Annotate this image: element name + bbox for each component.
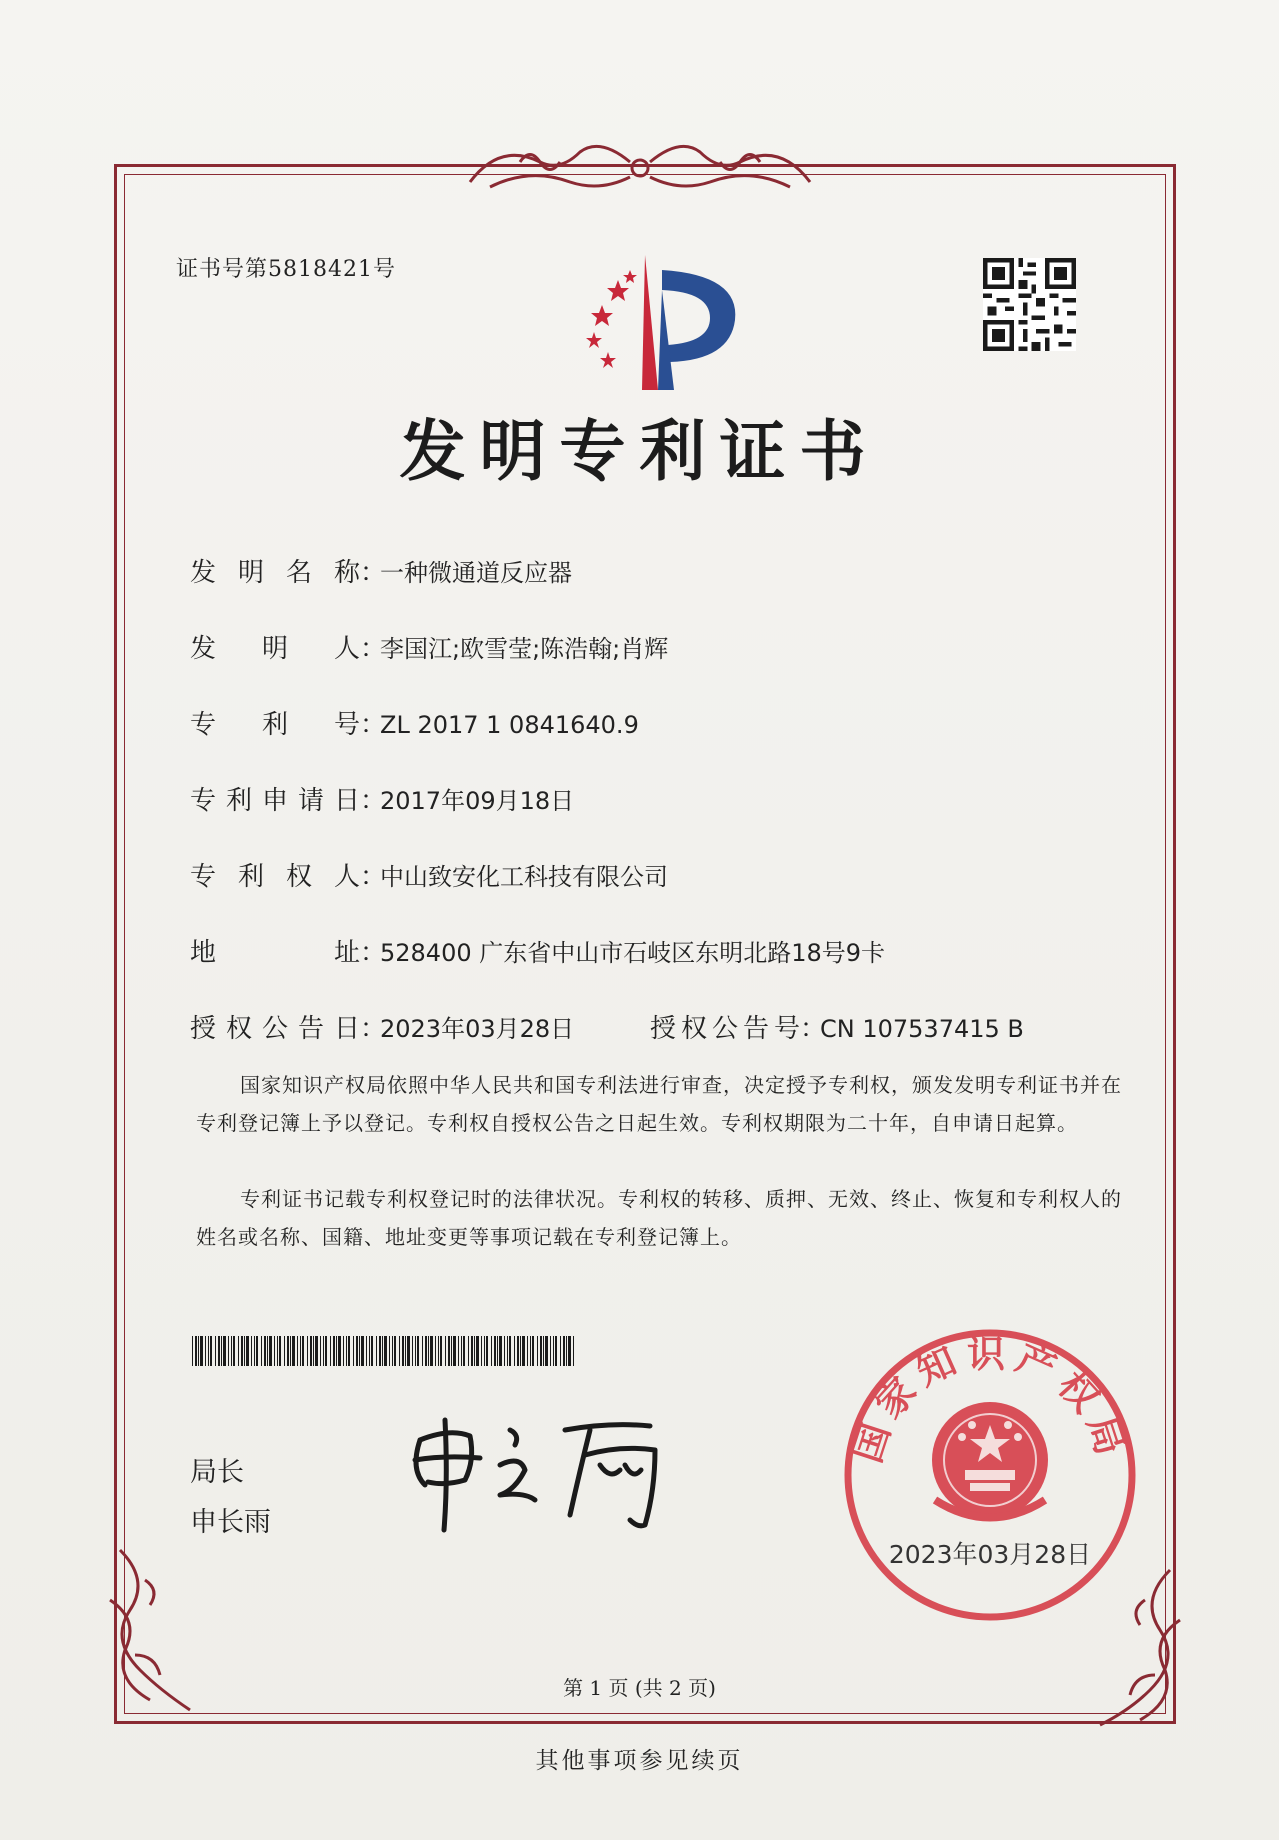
barcode-bar [468,1336,469,1366]
barcode-bar [244,1336,245,1366]
barcode-bar [422,1336,423,1366]
barcode-bar [366,1336,367,1366]
barcode-bar [330,1336,331,1366]
barcode-bar [208,1336,209,1366]
barcode-bar [392,1336,393,1366]
barcode-bar [407,1336,410,1366]
barcode-bar [514,1336,515,1366]
field-colon: ： [800,1014,827,1044]
barcode-bar [195,1336,197,1366]
barcode-bar [394,1336,396,1366]
certificate-title: 发明专利证书 [399,412,880,490]
continuation-note: 其他事项参见续页 [535,1748,744,1774]
barcode-bar [251,1336,252,1366]
barcode-bar [440,1336,442,1366]
barcode-bar [417,1336,419,1366]
barcode-bar [376,1336,377,1366]
barcode-bar [550,1336,551,1366]
field-label: 地址 [190,938,360,968]
barcode-bar [300,1336,301,1366]
barcode-bar [399,1336,400,1366]
barcode-icon [192,1336,575,1366]
barcode-bar [264,1336,266,1366]
barcode-bar [369,1336,370,1366]
barcode-bar [402,1336,404,1366]
barcode-bar [261,1336,262,1366]
field-label: 授权公告日 [190,1014,360,1044]
barcode-bar [412,1336,413,1366]
qr-code-icon [983,258,1076,351]
barcode-bar [451,1336,452,1366]
barcode-bar [463,1336,465,1366]
barcode-bar [254,1336,255,1366]
barcode-bar [553,1336,554,1366]
barcode-bar [198,1336,199,1366]
certificate-number: 证书号第5818421号 [176,257,396,282]
barcode-bar [205,1336,206,1366]
barcode-bar [530,1336,531,1366]
barcode-bar [484,1336,485,1366]
official-seal [840,1325,1140,1625]
cnipa-logo-icon [550,250,750,395]
field-inventors [190,628,668,665]
barcode-bar [384,1336,387,1366]
barcode-bar [371,1336,373,1366]
barcode-bar [491,1336,492,1366]
barcode-bar [494,1336,496,1366]
barcode-bar [504,1336,505,1366]
barcode-bar [438,1336,439,1366]
field-label: 专利权人 [190,862,360,892]
barcode-bar [302,1336,304,1366]
barcode-bar [476,1336,479,1366]
barcode-bar [379,1336,381,1366]
barcode-bar [221,1336,222,1366]
barcode-bar [537,1336,538,1366]
field-value: 李国江;欧雪莹;陈浩翰;肖辉 [380,635,669,663]
barcode-bar [481,1336,482,1366]
barcode-bar [509,1336,511,1366]
top-ornament [460,132,820,202]
barcode-bar [471,1336,473,1366]
field-colon: ： [360,938,387,968]
barcode-bar [497,1336,498,1366]
barcode-bar [233,1336,235,1366]
barcode-bar [346,1336,347,1366]
field-grant-date [190,1008,574,1045]
field-invention-name [190,552,572,589]
field-label: 发明名称 [190,558,360,588]
field-value: 2023年03月28日 [380,1015,575,1043]
barcode-bar [445,1336,446,1366]
barcode-bar [543,1336,544,1366]
barcode-bar [507,1336,508,1366]
barcode-bar [517,1336,519,1366]
barcode-bar [389,1336,390,1366]
svg-text:国家知识产权局: 国家知识产权局 [845,1332,1135,1468]
handwritten-signature [400,1400,680,1540]
field-value: 2017年09月18日 [380,787,575,815]
barcode-bar [274,1336,275,1366]
field-colon: ： [360,710,387,740]
field-value: 一种微通道反应器 [380,559,572,587]
director-title: 局长 [190,1457,244,1488]
barcode-bar [474,1336,475,1366]
field-colon: ： [360,862,387,892]
barcode-bar [527,1336,528,1366]
barcode-bar [210,1336,212,1366]
field-value: 528400 广东省中山市石岐区东明北路18号9卡 [380,939,886,967]
barcode-bar [448,1336,450,1366]
field-grant-number [650,1008,1024,1045]
barcode-bar [307,1336,308,1366]
seal-date: 2023年03月28日 [888,1540,1092,1569]
barcode-bar [428,1336,429,1366]
field-patentee [190,856,668,893]
field-filing-date [190,780,574,817]
barcode-bar [292,1336,295,1366]
barcode-bar [228,1336,229,1366]
barcode-bar [238,1336,239,1366]
field-value: 中山致安化工科技有限公司 [380,863,668,891]
field-colon: ： [360,634,387,664]
barcode-bar [359,1336,360,1366]
barcode-bar [287,1336,289,1366]
barcode-bar [325,1336,327,1366]
barcode-bar [453,1336,456,1366]
barcode-bar [313,1336,314,1366]
barcode-bar [382,1336,383,1366]
barcode-bar [323,1336,324,1366]
barcode-bar [555,1336,557,1366]
field-label: 发明人 [190,634,360,664]
field-patent-number [190,704,639,741]
body-paragraph-2: 专利证书记载专利权登记时的法律状况。专利权的转移、质押、无效、终止、恢复和专利权人的姓名或名称、国籍、地址变更等事项记载在专利登记簿上。 [196,1187,1122,1249]
barcode-bar [568,1336,571,1366]
field-value: CN 107537415 B [820,1015,1024,1043]
barcode-bar [540,1336,542,1366]
field-value: ZL 2017 1 0841640.9 [380,711,639,739]
barcode-bar [241,1336,243,1366]
barcode-bar [458,1336,459,1366]
barcode-bar [435,1336,436,1366]
barcode-bar [290,1336,291,1366]
barcode-bar [231,1336,232,1366]
body-paragraph-1: 国家知识产权局依照中华人民共和国专利法进行审查，决定授予专利权，颁发发明专利证书并在专利登记簿上予以登记。专利权自授权公告之日起生效。专利权期限为二十年，自申请日起算。 [196,1073,1122,1135]
barcode-bar [415,1336,416,1366]
barcode-bar [215,1336,216,1366]
barcode-bar [430,1336,433,1366]
barcode-bar [223,1336,226,1366]
barcode-bar [297,1336,298,1366]
page-number: 第 1 页 (共 2 页) [563,1676,716,1700]
barcode-bar [520,1336,521,1366]
field-colon: ： [360,1014,387,1044]
barcode-bar [566,1336,567,1366]
barcode-bar [348,1336,350,1366]
barcode-bar [522,1336,525,1366]
field-address [190,932,885,969]
barcode-bar [361,1336,364,1366]
barcode-bar [269,1336,272,1366]
barcode-bar [310,1336,312,1366]
barcode-bar [499,1336,502,1366]
field-label: 授权公告号 [650,1014,800,1044]
barcode-bar [336,1336,337,1366]
barcode-bar [353,1336,354,1366]
barcode-bar [320,1336,321,1366]
barcode-bar [405,1336,406,1366]
director-name: 申长雨 [190,1507,271,1538]
barcode-bar [315,1336,318,1366]
barcode-bar [200,1336,203,1366]
barcode-bar [277,1336,278,1366]
field-colon: ： [360,558,387,588]
barcode-bar [563,1336,565,1366]
barcode-bar [560,1336,561,1366]
barcode-bar [284,1336,285,1366]
barcode-bar [532,1336,534,1366]
barcode-bar [246,1336,249,1366]
field-colon: ： [360,786,387,816]
barcode-bar [573,1336,574,1366]
barcode-bar [279,1336,281,1366]
barcode-bar [192,1336,193,1366]
barcode-bar [356,1336,358,1366]
field-label: 专利号 [190,710,360,740]
barcode-bar [461,1336,462,1366]
barcode-bar [343,1336,344,1366]
barcode-bar [218,1336,220,1366]
barcode-bar [486,1336,488,1366]
barcode-bar [333,1336,335,1366]
barcode-bar [267,1336,268,1366]
barcode-bar [256,1336,258,1366]
barcode-bar [338,1336,341,1366]
barcode-bar [425,1336,427,1366]
field-label: 专利申请日 [190,786,360,816]
barcode-bar [545,1336,548,1366]
